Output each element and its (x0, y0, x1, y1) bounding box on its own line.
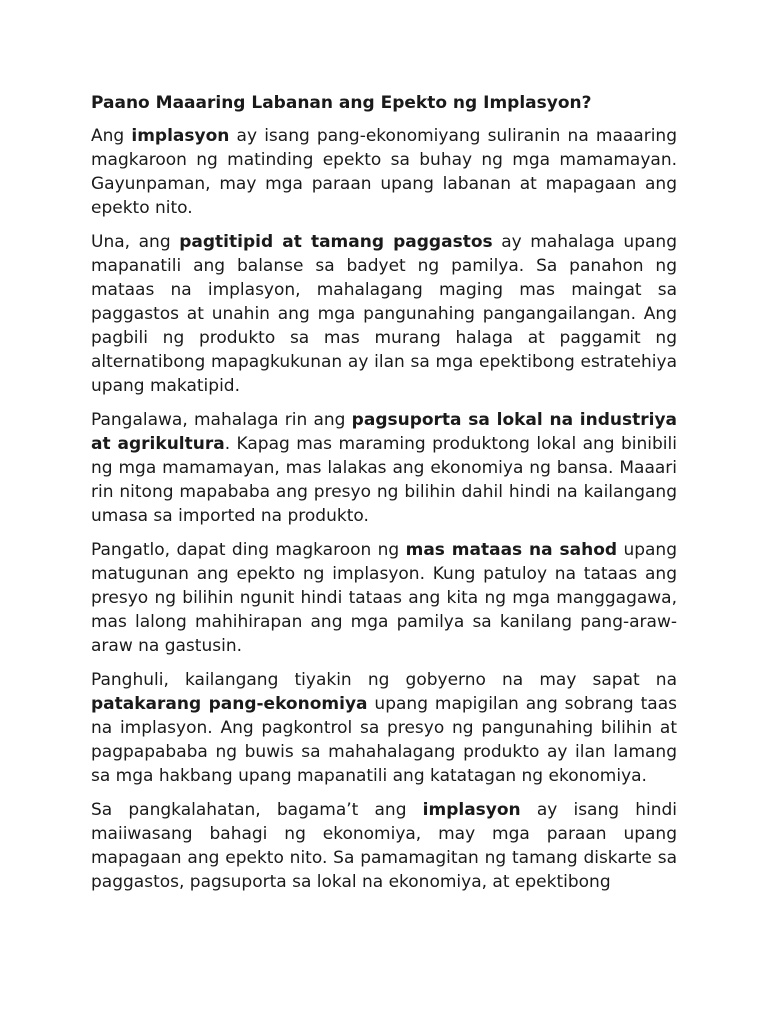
paragraph-intro (91, 124, 677, 220)
paragraph-pangkalahatan (91, 798, 677, 894)
paragraph-text: Pangalawa, mahalaga rin ang (91, 410, 352, 430)
paragraph-panghuli (91, 668, 677, 788)
paragraph-text: . Kapag mas maraming produktong lokal ang binibili ng mga mamamayan, mas lalakas ang ekonomiya ng bansa. Maaari rin nitong mapababa ang presyo ng bilihin dahil hindi na kailangang umasa sa imported na produkto. (91, 434, 677, 526)
paragraph-text: upang matugunan ang epekto ng implasyon. Kung patuloy na tataas ang presyo ng bilihin ngunit hindi tataas ang kita ng mga manggagawa, mas lalong mahihirapan ang mga pamilya sa kanilang pang-araw-araw na gastusin. (91, 540, 677, 656)
paragraph-text: Sa pangkalahatan, bagama’t ang (91, 800, 423, 820)
paragraph-una (91, 230, 677, 398)
paragraph-pangalawa (91, 408, 677, 528)
paragraph-text: Una, ang (91, 232, 180, 252)
paragraph-text: upang mapigilan ang sobrang taas na implasyon. Ang pagkontrol sa presyo ng pangunahing bilihin at pagpapababa ng buwis sa mahahalagang produkto ay ilan lamang sa mga hakbang upang mapanatili ang katatagan ng ekonomiya. (91, 694, 677, 786)
bold-term: mas mataas na sahod (405, 540, 618, 560)
bold-term: pagtitipid at tamang paggastos (179, 232, 493, 252)
paragraph-text: Pangatlo, dapat ding magkaroon ng (91, 540, 406, 560)
document-page (91, 91, 677, 904)
paragraph-text: ay mahalaga upang mapanatili ang balanse sa badyet ng pamilya. Sa panahon ng mataas na implasyon, mahalagang maging mas maingat sa paggastos at unahin ang mga pangunahing pangangailangan. Ang pagbili ng produkto sa mas murang halaga at paggamit ng alternatibong mapagkukunan ay ilan sa mga epektibong estratehiya upang makatipid. (91, 232, 677, 396)
paragraph-pangatlo (91, 538, 677, 658)
paragraph-text: Ang (91, 126, 132, 146)
paragraph-text: Panghuli, kailangang tiyakin ng gobyerno na may sapat na (91, 670, 677, 690)
paragraph-text: ay isang pang-ekonomiyang suliranin na maaaring magkaroon ng matinding epekto sa buhay ng mga mamamayan. Gayunpaman, may mga paraan upang labanan at mapagaan ang epekto nito. (91, 126, 677, 218)
document-title: Paano Maaaring Labanan ang Epekto ng Implasyon? (91, 93, 592, 113)
bold-term: implasyon (422, 800, 521, 820)
bold-term: pagsuporta sa lokal na industriya at agrikultura (91, 410, 677, 454)
paragraph-text: ay isang hindi maiiwasang bahagi ng ekonomiya, may mga paraan upang mapagaan ang epekto nito. Sa pamamagitan ng tamang diskarte sa paggastos, pagsuporta sa lokal na ekonomiya, at epektibong (91, 800, 677, 892)
bold-term: implasyon (131, 126, 230, 146)
bold-term: patakarang pang-ekonomiya (91, 694, 368, 714)
